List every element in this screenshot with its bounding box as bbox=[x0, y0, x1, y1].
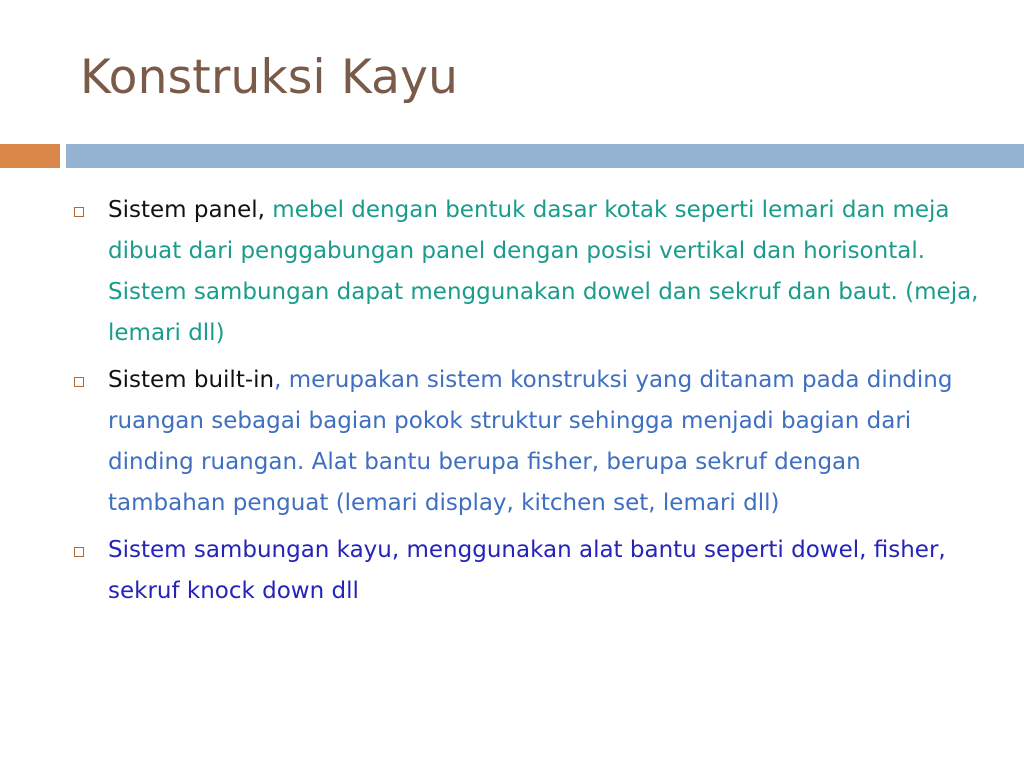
bullet-body: , merupakan sistem konstruksi yang ditanam pada dinding ruangan sebagai bagian pokok struktur sehingga menjadi bagian dari dinding ruangan. Alat bantu berupa fisher, berupa sekruf dengan tambahan penguat (lemari display, kitchen set, lemari dll) bbox=[108, 367, 953, 516]
bullet-lead: Sistem built-in bbox=[108, 367, 275, 393]
accent-bar-blue bbox=[66, 144, 1024, 168]
checkbox-square-icon bbox=[74, 377, 84, 387]
bullet-body: Sistem sambungan kayu, menggunakan alat bantu seperti dowel, fisher, sekruf knock down dll bbox=[108, 537, 946, 604]
bullet-body: mebel dengan bentuk dasar kotak seperti lemari dan meja dibuat dari penggabungan panel dengan posisi vertikal dan horisontal. Sistem sambungan dapat menggunakan dowel dan sekruf dan baut. (meja, lemari dll) bbox=[108, 197, 979, 346]
bullet-item-built-in bbox=[70, 360, 980, 524]
checkbox-square-icon bbox=[74, 207, 84, 217]
slide-title: Konstruksi Kayu bbox=[80, 50, 459, 105]
bullet-lead: Sistem panel, bbox=[108, 197, 265, 223]
bullet-list bbox=[70, 190, 980, 618]
bullet-item-panel bbox=[70, 190, 980, 354]
checkbox-square-icon bbox=[74, 547, 84, 557]
bullet-item-sambungan bbox=[70, 530, 980, 612]
accent-bar-orange bbox=[0, 144, 60, 168]
